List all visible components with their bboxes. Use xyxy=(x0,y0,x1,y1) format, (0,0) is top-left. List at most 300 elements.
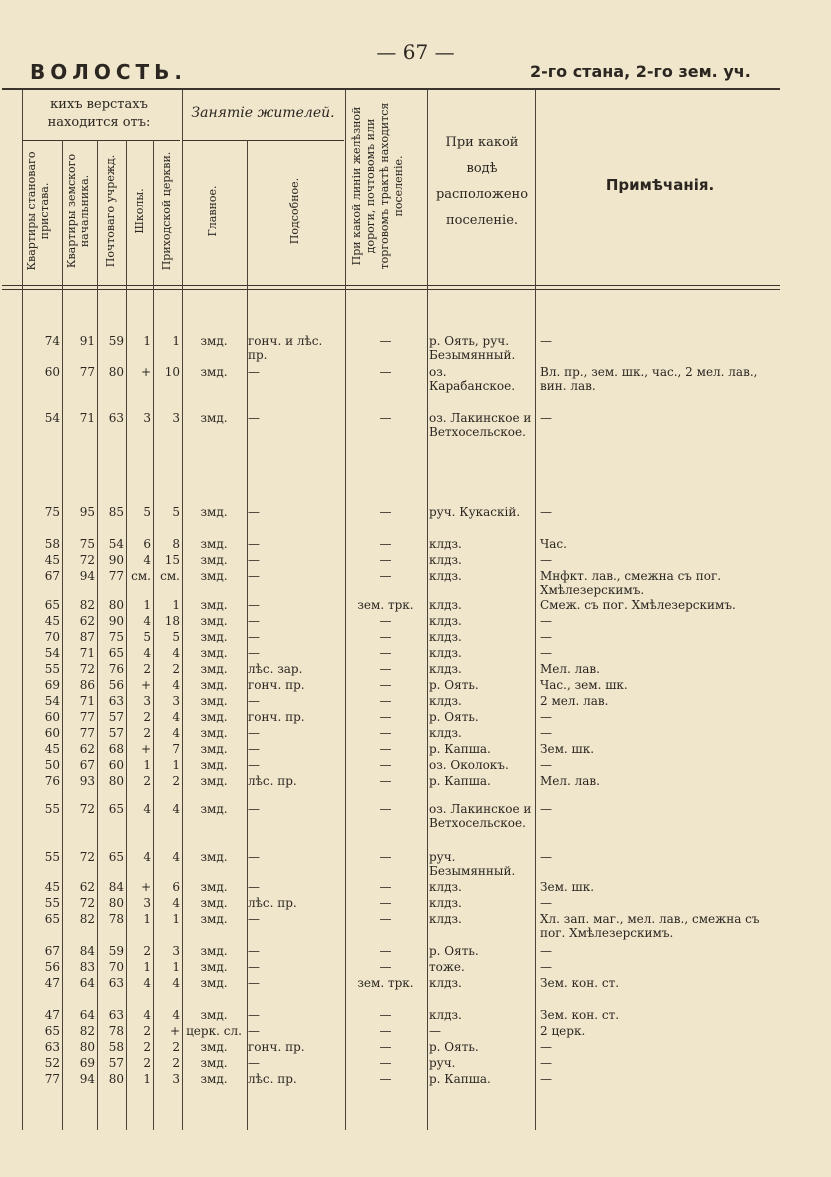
cell-a: 74 xyxy=(44,334,60,348)
cell-n: — xyxy=(540,758,552,772)
cell-h: — xyxy=(379,334,392,348)
occupation-group-header: Занятіе жителей. xyxy=(191,105,335,121)
cell-e: 3 xyxy=(172,411,180,425)
cell-a: 45 xyxy=(44,742,60,756)
cell-w: клдз. xyxy=(429,694,462,708)
cell-g: — xyxy=(248,569,260,583)
cell-c: 63 xyxy=(108,976,124,990)
cell-n: Хл. зап. маг., мел. лав., смежна съ пог. Хмѣлезерскимъ. xyxy=(540,912,760,940)
cell-f: змд. xyxy=(200,1056,228,1070)
cell-h: — xyxy=(379,1072,392,1086)
cell-w: клдз. xyxy=(429,1008,462,1022)
cell-b: 82 xyxy=(79,1024,95,1038)
cell-g: — xyxy=(248,960,260,974)
cell-d: 1 xyxy=(143,758,151,772)
cell-w: клдз. xyxy=(429,553,462,567)
cell-f: змд. xyxy=(200,505,228,519)
cell-g: — xyxy=(248,537,260,551)
cell-f: змд. xyxy=(200,944,228,958)
cell-a: 76 xyxy=(44,774,60,788)
cell-h: — xyxy=(379,912,392,926)
cell-g: — xyxy=(248,614,260,628)
cell-e: 4 xyxy=(172,802,180,816)
cell-d: 3 xyxy=(143,694,151,708)
dist-post-header: Почтоваго учрежд. xyxy=(104,154,117,268)
cell-e: 8 xyxy=(172,537,180,551)
cell-n: — xyxy=(540,710,552,724)
cell-w: клдз. xyxy=(429,630,462,644)
cell-d: 4 xyxy=(143,1008,151,1022)
cell-w: оз. Лакинское и Ветхосельское. xyxy=(429,411,532,439)
dist-zem-header: Квартиры земского начальника. xyxy=(65,153,91,269)
cell-d: 3 xyxy=(143,411,151,425)
cell-c: 80 xyxy=(108,774,124,788)
cell-f: змд. xyxy=(200,742,228,756)
cell-a: 54 xyxy=(44,411,60,425)
cell-n: — xyxy=(540,896,552,910)
cell-f: змд. xyxy=(200,630,228,644)
header-bottom-rule-2 xyxy=(2,289,780,290)
cell-n: — xyxy=(540,1040,552,1054)
occupation-group-rule xyxy=(182,140,344,141)
cell-c: 63 xyxy=(108,1008,124,1022)
cell-n: — xyxy=(540,553,552,567)
cell-w: р. Оять, руч. Безымянный. xyxy=(429,334,516,362)
cell-g: — xyxy=(248,646,260,660)
cell-e: 4 xyxy=(172,976,180,990)
cell-e: 1 xyxy=(172,598,180,612)
cell-g: гонч. пр. xyxy=(248,710,305,724)
distance-group-header: кихъ верстахъ находится отъ: xyxy=(47,97,151,130)
notes-header: Примѣчанія. xyxy=(605,176,715,194)
cell-f: змд. xyxy=(200,896,228,910)
cell-e: 5 xyxy=(172,630,180,644)
cell-g: — xyxy=(248,1024,260,1038)
road-header: При какой линіи желѣзной дороги, почтовомъ или торговомъ трактѣ находится поселеніе. xyxy=(350,102,405,270)
cell-n: Мел. лав. xyxy=(540,662,600,676)
cell-a: 50 xyxy=(44,758,60,772)
cell-a: 60 xyxy=(44,710,60,724)
cell-f: змд. xyxy=(200,976,228,990)
cell-d: 6 xyxy=(143,537,151,551)
cell-c: 63 xyxy=(108,694,124,708)
cell-n: Зем. шк. xyxy=(540,742,595,756)
cell-e: 5 xyxy=(172,505,180,519)
cell-g: гонч. и лѣс. пр. xyxy=(248,334,323,362)
cell-h: — xyxy=(379,802,392,816)
cell-a: 52 xyxy=(44,1056,60,1070)
cell-h: — xyxy=(379,896,392,910)
cell-b: 62 xyxy=(79,742,95,756)
cell-d: + xyxy=(140,742,151,756)
cell-c: 85 xyxy=(108,505,124,519)
cell-g: — xyxy=(248,758,260,772)
cell-h: — xyxy=(379,694,392,708)
cell-h: — xyxy=(379,662,392,676)
cell-b: 82 xyxy=(79,598,95,612)
cell-d: 1 xyxy=(143,912,151,926)
cell-e: 7 xyxy=(172,742,180,756)
cell-c: 80 xyxy=(108,365,124,379)
cell-w: — xyxy=(429,1024,441,1038)
cell-d: 4 xyxy=(143,802,151,816)
cell-e: см. xyxy=(160,569,180,583)
cell-e: 2 xyxy=(172,662,180,676)
cell-d: 4 xyxy=(143,646,151,660)
cell-g: — xyxy=(248,411,260,425)
cell-d: 2 xyxy=(143,1024,151,1038)
cell-w: руч. Безымянный. xyxy=(429,850,516,878)
cell-h: — xyxy=(379,646,392,660)
cell-w: клдз. xyxy=(429,880,462,894)
cell-w: клдз. xyxy=(429,726,462,740)
cell-c: 57 xyxy=(108,726,124,740)
cell-n: Мнфкт. лав., смежна съ пог. Хмѣлезерскимъ. xyxy=(540,569,722,597)
cell-c: 90 xyxy=(108,553,124,567)
cell-h: — xyxy=(379,1056,392,1070)
cell-a: 55 xyxy=(44,896,60,910)
cell-e: + xyxy=(169,1024,180,1038)
cell-a: 77 xyxy=(44,1072,60,1086)
cell-w: клдз. xyxy=(429,912,462,926)
cell-b: 77 xyxy=(79,710,95,724)
cell-d: 2 xyxy=(143,726,151,740)
cell-n: Час., зем. шк. xyxy=(540,678,628,692)
cell-f: змд. xyxy=(200,960,228,974)
cell-a: 60 xyxy=(44,365,60,379)
cell-g: — xyxy=(248,802,260,816)
cell-n: — xyxy=(540,960,552,974)
cell-a: 67 xyxy=(44,569,60,583)
cell-c: 90 xyxy=(108,614,124,628)
cell-e: 4 xyxy=(172,710,180,724)
cell-e: 4 xyxy=(172,850,180,864)
cell-b: 62 xyxy=(79,614,95,628)
cell-c: 78 xyxy=(108,1024,124,1038)
cell-b: 87 xyxy=(79,630,95,644)
cell-e: 2 xyxy=(172,1056,180,1070)
cell-e: 4 xyxy=(172,896,180,910)
cell-h: — xyxy=(379,1008,392,1022)
cell-b: 71 xyxy=(79,646,95,660)
cell-n: — xyxy=(540,630,552,644)
cell-f: змд. xyxy=(200,1008,228,1022)
cell-g: — xyxy=(248,742,260,756)
cell-w: оз. Лакинское и Ветхосельское. xyxy=(429,802,532,830)
cell-b: 72 xyxy=(79,896,95,910)
cell-e: 3 xyxy=(172,1072,180,1086)
cell-e: 4 xyxy=(172,678,180,692)
cell-a: 65 xyxy=(44,1024,60,1038)
cell-c: 58 xyxy=(108,1040,124,1054)
cell-f: змд. xyxy=(200,598,228,612)
cell-b: 72 xyxy=(79,553,95,567)
cell-f: змд. xyxy=(200,1072,228,1086)
cell-w: тоже. xyxy=(429,960,465,974)
cell-c: 60 xyxy=(108,758,124,772)
cell-a: 58 xyxy=(44,537,60,551)
cell-h: — xyxy=(379,758,392,772)
header-stan: 2-го стана, 2-го зем. уч. xyxy=(530,62,751,81)
cell-w: оз. Карабанское. xyxy=(429,365,516,393)
cell-h: зем. трк. xyxy=(357,976,414,990)
cell-b: 75 xyxy=(79,537,95,551)
cell-d: 2 xyxy=(143,662,151,676)
cell-w: р. Капша. xyxy=(429,774,491,788)
cell-f: змд. xyxy=(200,411,228,425)
cell-d: 1 xyxy=(143,334,151,348)
cell-e: 2 xyxy=(172,1040,180,1054)
header-bottom-rule xyxy=(2,285,780,286)
cell-f: змд. xyxy=(200,802,228,816)
cell-a: 75 xyxy=(44,505,60,519)
cell-f: змд. xyxy=(200,1040,228,1054)
col-line-8 xyxy=(427,90,428,1130)
cell-e: 1 xyxy=(172,912,180,926)
cell-b: 72 xyxy=(79,802,95,816)
cell-c: 65 xyxy=(108,802,124,816)
cell-b: 95 xyxy=(79,505,95,519)
cell-f: змд. xyxy=(200,726,228,740)
cell-h: — xyxy=(379,553,392,567)
dist-stan-header: Квартиры становаго пристава. xyxy=(25,151,51,271)
cell-c: 65 xyxy=(108,646,124,660)
cell-w: клдз. xyxy=(429,598,462,612)
cell-n: 2 мел. лав. xyxy=(540,694,609,708)
cell-h: — xyxy=(379,1040,392,1054)
cell-h: — xyxy=(379,726,392,740)
cell-n: — xyxy=(540,1056,552,1070)
cell-h: — xyxy=(379,880,392,894)
cell-n: — xyxy=(540,944,552,958)
cell-f: змд. xyxy=(200,662,228,676)
cell-a: 45 xyxy=(44,614,60,628)
cell-f: змд. xyxy=(200,694,228,708)
cell-b: 64 xyxy=(79,976,95,990)
cell-w: клдз. xyxy=(429,976,462,990)
cell-f: змд. xyxy=(200,334,228,348)
cell-g: гонч. пр. xyxy=(248,1040,305,1054)
cell-b: 84 xyxy=(79,944,95,958)
cell-g: — xyxy=(248,726,260,740)
cell-d: + xyxy=(140,678,151,692)
cell-w: клдз. xyxy=(429,646,462,660)
cell-f: змд. xyxy=(200,710,228,724)
cell-c: 57 xyxy=(108,1056,124,1070)
cell-n: Смеж. съ пог. Хмѣлезерскимъ. xyxy=(540,598,736,612)
cell-b: 83 xyxy=(79,960,95,974)
cell-e: 1 xyxy=(172,758,180,772)
cell-b: 80 xyxy=(79,1040,95,1054)
cell-b: 72 xyxy=(79,662,95,676)
cell-c: 54 xyxy=(108,537,124,551)
cell-d: 5 xyxy=(143,630,151,644)
cell-h: — xyxy=(379,742,392,756)
cell-b: 69 xyxy=(79,1056,95,1070)
cell-d: 2 xyxy=(143,1040,151,1054)
cell-h: — xyxy=(379,537,392,551)
cell-b: 71 xyxy=(79,694,95,708)
cell-e: 15 xyxy=(164,553,180,567)
cell-h: — xyxy=(379,569,392,583)
cell-f: змд. xyxy=(200,880,228,894)
cell-g: лѣс. зар. xyxy=(248,662,303,676)
cell-w: клдз. xyxy=(429,662,462,676)
cell-g: — xyxy=(248,553,260,567)
cell-n: Зем. кон. ст. xyxy=(540,1008,620,1022)
cell-n: — xyxy=(540,505,552,519)
cell-f: змд. xyxy=(200,850,228,864)
cell-d: 4 xyxy=(143,553,151,567)
cell-a: 60 xyxy=(44,726,60,740)
cell-d: + xyxy=(140,365,151,379)
distance-group-rule xyxy=(22,140,180,141)
cell-w: оз. Околокъ. xyxy=(429,758,509,772)
col-line-0 xyxy=(22,90,23,1130)
cell-g: гонч. пр. xyxy=(248,678,305,692)
cell-a: 54 xyxy=(44,646,60,660)
cell-e: 1 xyxy=(172,334,180,348)
cell-a: 56 xyxy=(44,960,60,974)
dist-church-header: Приходской церкви. xyxy=(160,151,173,271)
cell-c: 80 xyxy=(108,896,124,910)
cell-a: 47 xyxy=(44,976,60,990)
cell-a: 63 xyxy=(44,1040,60,1054)
cell-c: 65 xyxy=(108,850,124,864)
water-header: При какой водѣ расположено поселеніе. xyxy=(435,135,529,228)
cell-n: — xyxy=(540,850,552,864)
cell-f: змд. xyxy=(200,646,228,660)
cell-c: 63 xyxy=(108,411,124,425)
cell-g: лѣс. пр. xyxy=(248,1072,297,1086)
cell-d: 2 xyxy=(143,710,151,724)
header-volost: ВОЛОСТЬ. xyxy=(30,60,188,84)
cell-b: 62 xyxy=(79,880,95,894)
cell-c: 76 xyxy=(108,662,124,676)
cell-c: 56 xyxy=(108,678,124,692)
cell-d: 5 xyxy=(143,505,151,519)
cell-b: 94 xyxy=(79,1072,95,1086)
cell-f: змд. xyxy=(200,537,228,551)
cell-a: 69 xyxy=(44,678,60,692)
cell-h: — xyxy=(379,630,392,644)
cell-n: Вл. пр., зем. шк., час., 2 мел. лав., вин. лав. xyxy=(540,365,758,393)
cell-g: — xyxy=(248,1008,260,1022)
cell-n: — xyxy=(540,614,552,628)
cell-w: клдз. xyxy=(429,569,462,583)
cell-h: — xyxy=(379,1024,392,1038)
cell-c: 84 xyxy=(108,880,124,894)
cell-g: — xyxy=(248,944,260,958)
cell-c: 80 xyxy=(108,1072,124,1086)
cell-g: — xyxy=(248,912,260,926)
cell-n: — xyxy=(540,1072,552,1086)
cell-h: — xyxy=(379,411,392,425)
cell-c: 57 xyxy=(108,710,124,724)
cell-w: р. Капша. xyxy=(429,1072,491,1086)
cell-f: церк. сл. xyxy=(186,1024,242,1038)
cell-g: лѣс. пр. xyxy=(248,774,297,788)
cell-b: 71 xyxy=(79,411,95,425)
cell-f: змд. xyxy=(200,774,228,788)
cell-n: Час. xyxy=(540,537,567,551)
cell-a: 65 xyxy=(44,912,60,926)
cell-d: 1 xyxy=(143,1072,151,1086)
page-number: — 67 — xyxy=(376,40,455,64)
cell-g: — xyxy=(248,365,260,379)
cell-g: — xyxy=(248,630,260,644)
cell-a: 55 xyxy=(44,802,60,816)
cell-n: — xyxy=(540,411,552,425)
cell-a: 55 xyxy=(44,662,60,676)
cell-b: 77 xyxy=(79,365,95,379)
cell-w: руч. Кукаскій. xyxy=(429,505,521,519)
cell-g: — xyxy=(248,880,260,894)
cell-e: 3 xyxy=(172,944,180,958)
cell-a: 47 xyxy=(44,1008,60,1022)
cell-d: 4 xyxy=(143,976,151,990)
cell-c: 59 xyxy=(108,944,124,958)
cell-h: — xyxy=(379,944,392,958)
cell-a: 45 xyxy=(44,553,60,567)
occ-main-header: Главное. xyxy=(206,185,219,237)
cell-b: 94 xyxy=(79,569,95,583)
cell-h: — xyxy=(379,365,392,379)
cell-a: 45 xyxy=(44,880,60,894)
cell-a: 67 xyxy=(44,944,60,958)
cell-h: — xyxy=(379,774,392,788)
cell-h: — xyxy=(379,960,392,974)
cell-b: 72 xyxy=(79,850,95,864)
cell-c: 68 xyxy=(108,742,124,756)
cell-f: змд. xyxy=(200,678,228,692)
cell-w: клдз. xyxy=(429,614,462,628)
cell-h: — xyxy=(379,710,392,724)
cell-b: 93 xyxy=(79,774,95,788)
cell-g: — xyxy=(248,1056,260,1070)
cell-d: 1 xyxy=(143,960,151,974)
cell-d: 1 xyxy=(143,598,151,612)
cell-f: змд. xyxy=(200,912,228,926)
cell-e: 2 xyxy=(172,774,180,788)
cell-w: р. Капша. xyxy=(429,742,491,756)
cell-f: змд. xyxy=(200,569,228,583)
cell-w: руч. xyxy=(429,1056,456,1070)
cell-a: 65 xyxy=(44,598,60,612)
cell-g: — xyxy=(248,850,260,864)
cell-n: — xyxy=(540,726,552,740)
cell-d: 2 xyxy=(143,774,151,788)
cell-n: — xyxy=(540,334,552,348)
cell-b: 77 xyxy=(79,726,95,740)
cell-b: 91 xyxy=(79,334,95,348)
col-line-9 xyxy=(535,90,536,1130)
dist-school-header: Школы. xyxy=(133,188,146,234)
cell-e: 4 xyxy=(172,726,180,740)
cell-g: — xyxy=(248,976,260,990)
cell-b: 64 xyxy=(79,1008,95,1022)
occ-side-header: Подсобное. xyxy=(288,177,301,245)
cell-w: клдз. xyxy=(429,537,462,551)
cell-g: — xyxy=(248,505,260,519)
cell-f: змд. xyxy=(200,614,228,628)
cell-w: р. Оять. xyxy=(429,1040,479,1054)
cell-n: Зем. шк. xyxy=(540,880,595,894)
cell-w: р. Оять. xyxy=(429,710,479,724)
cell-f: змд. xyxy=(200,758,228,772)
cell-d: + xyxy=(140,880,151,894)
cell-e: 18 xyxy=(164,614,180,628)
